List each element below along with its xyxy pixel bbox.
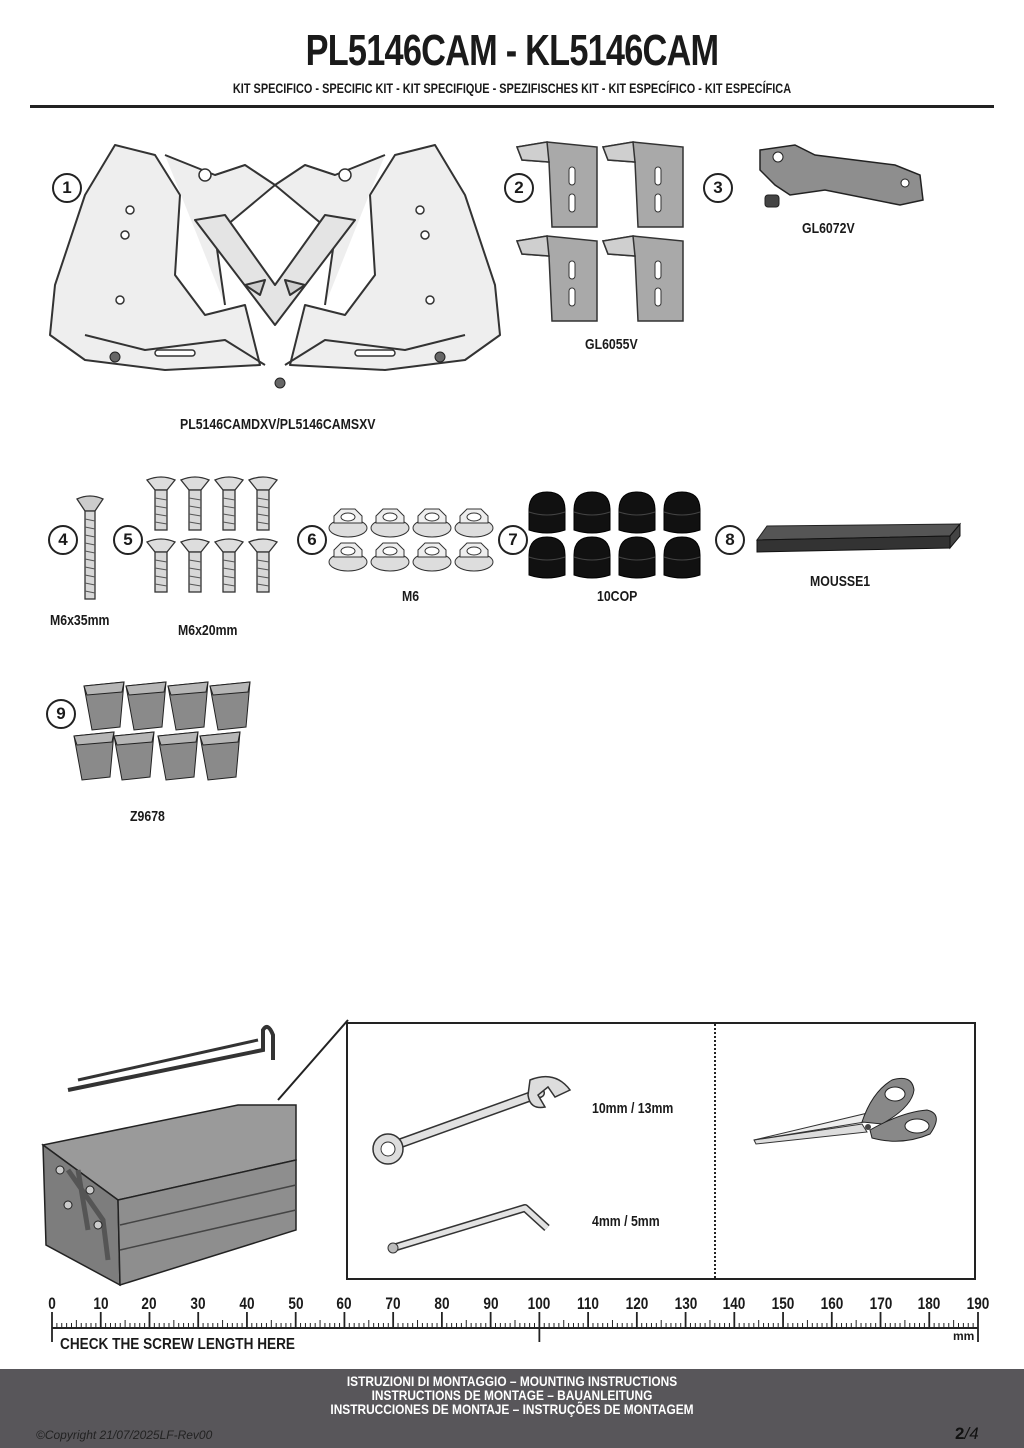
ruler-tick-label: 80 <box>434 1294 450 1313</box>
short-screw-icon <box>145 472 285 602</box>
part-number-3: 3 <box>703 173 733 203</box>
ruler-tick-label: 30 <box>190 1294 206 1313</box>
ruler-tick-label: 180 <box>917 1294 941 1313</box>
wrench-icon <box>370 1075 580 1165</box>
footer-line-2: INSTRUCTIONS DE MONTAGE – BAUANLEITUNG <box>371 1387 653 1403</box>
ruler-tick-label: 150 <box>771 1294 795 1313</box>
ruler-unit: mm <box>953 1329 975 1343</box>
tools-divider <box>714 1024 716 1278</box>
bracket-icon <box>515 140 690 325</box>
ruler-check-label: CHECK THE SCREW LENGTH HERE <box>60 1336 295 1353</box>
plate-icon <box>755 140 930 215</box>
page-total: /4 <box>964 1424 979 1443</box>
footer-line-1: ISTRUZIONI DI MONTAGGIO – MOUNTING INSTRUCTIONS <box>346 1373 678 1389</box>
ruler-tick-label: 20 <box>141 1294 158 1313</box>
long-screw-icon <box>75 493 105 603</box>
side-frame-icon <box>45 135 505 400</box>
ruler-tick-label: 110 <box>577 1294 600 1313</box>
part-number-6: 6 <box>297 525 327 555</box>
page-current: 2 <box>955 1424 965 1443</box>
ruler-tick-label: 130 <box>674 1294 697 1313</box>
spacer-icon <box>72 680 267 790</box>
part-number-8: 8 <box>715 525 745 555</box>
part-code-5: M6x20mm <box>178 622 238 639</box>
part-code-6: M6 <box>402 588 420 605</box>
copyright: ©Copyright 21/07/2025LF-Rev00 <box>36 1428 213 1442</box>
ruler-tick-label: 90 <box>483 1294 499 1313</box>
part-number-5: 5 <box>113 525 143 555</box>
cap-icon <box>525 490 710 582</box>
part-code-1: PL5146CAMDXV/PL5146CAMSXV <box>180 416 376 433</box>
ruler-tick-label: 60 <box>336 1294 352 1313</box>
header-rule <box>30 105 994 108</box>
part-code-8: MOUSSE1 <box>810 573 871 590</box>
ruler-tick-label: 120 <box>625 1294 649 1313</box>
part-number-9: 9 <box>46 699 76 729</box>
part-number-1: 1 <box>52 173 82 203</box>
part-number-2: 2 <box>504 173 534 203</box>
part-code-3: GL6072V <box>802 220 855 237</box>
toolbox-icon <box>38 1020 358 1290</box>
ruler-tick-label: 190 <box>966 1294 990 1313</box>
ruler-tick-label: 140 <box>722 1294 746 1313</box>
scissors-icon <box>752 1072 942 1152</box>
part-code-2: GL6055V <box>585 336 638 353</box>
wrench-size: 10mm / 13mm <box>592 1100 674 1117</box>
hex-key-icon <box>385 1200 555 1260</box>
foam-strip-icon <box>755 522 965 554</box>
page-title: PL5146CAM - KL5146CAM <box>305 26 719 75</box>
ruler-tick-label: 70 <box>385 1294 401 1313</box>
ruler-tick-label: 40 <box>239 1294 255 1313</box>
ruler-tick-label: 10 <box>93 1294 109 1313</box>
part-code-9: Z9678 <box>130 808 165 825</box>
hex-key-size: 4mm / 5mm <box>592 1213 660 1230</box>
ruler-tick-label: 160 <box>820 1294 844 1313</box>
ruler-tick-label: 170 <box>869 1294 892 1313</box>
part-number-4: 4 <box>48 525 78 555</box>
page-number <box>955 1424 979 1444</box>
footer-line-3: INSTRUCCIONES DE MONTAJE – INSTRUÇÕES DE MONTAGEM <box>330 1401 694 1417</box>
part-code-7: 10COP <box>597 588 638 605</box>
ruler-tick-label: 0 <box>48 1294 56 1313</box>
page-subtitle: KIT SPECIFICO - SPECIFIC KIT - KIT SPECIFIQUE - SPEZIFISCHES KIT - KIT ESPECÍFICO - KIT ESPECÍFICA <box>232 80 792 96</box>
part-code-4: M6x35mm <box>50 612 110 629</box>
nut-icon <box>327 504 492 574</box>
part-number-7: 7 <box>498 525 528 555</box>
ruler-tick-label: 50 <box>288 1294 304 1313</box>
ruler-tick-label: 100 <box>528 1294 551 1313</box>
